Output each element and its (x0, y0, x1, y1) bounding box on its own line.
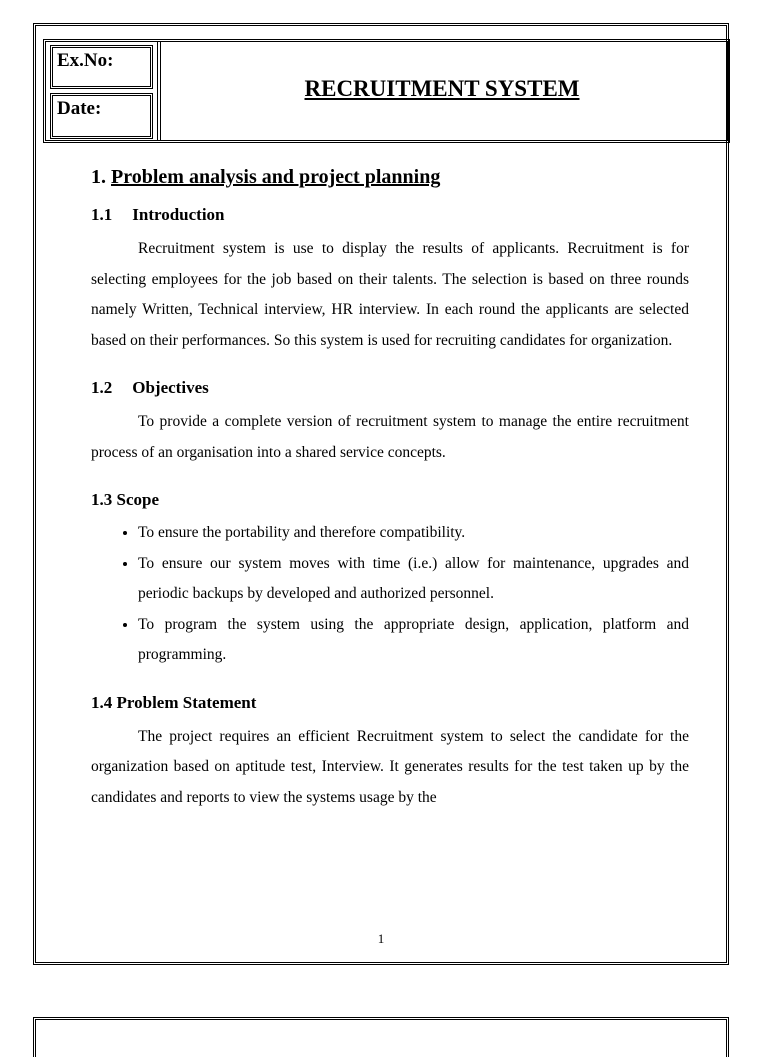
next-page-border (33, 1017, 729, 1057)
section-heading (91, 166, 689, 189)
scope-item: • To program the system using the appropriate design, application, platform and programming. (138, 610, 689, 671)
scope-heading: 1.3 Scope (91, 490, 159, 509)
scope-item: • To ensure our system moves with time (i.e.) allow for maintenance, upgrades and periodic backups by developed and authorized personnel. (138, 549, 689, 610)
problem-heading: 1.4 Problem Statement (91, 692, 257, 712)
document-title: RECRUITMENT SYSTEM (304, 76, 580, 101)
problem-text: The project requires an efficient Recruitment system to select the candidate for the organization based on aptitude test, Interview. It generates results for the test taken up by the candidates and reports to view the systems usage by the (91, 727, 689, 806)
exno-cell (50, 45, 153, 89)
scope-item: • To ensure the portability and therefore compatibility. (138, 518, 689, 549)
scope-list (91, 518, 689, 671)
document-body (91, 151, 689, 813)
introduction-number: 1.1 (91, 205, 113, 224)
objectives-number: 1.2 (91, 378, 113, 397)
section-number: 1. (91, 166, 106, 188)
section-title: Problem analysis and project planning (111, 166, 441, 188)
page-number: 1 (377, 931, 385, 946)
objectives-text: To provide a complete version of recruitment system to manage the entire recruitment process of an organisation into a shared service concepts. (91, 413, 689, 461)
header-table (43, 39, 730, 143)
date-cell (50, 93, 153, 139)
introduction-title: Introduction (132, 205, 225, 224)
objectives-title: Objectives (132, 378, 209, 397)
introduction-text: Recruitment system is use to display the results of applicants. Recruitment is for selecting employees for the job based on their talents. The selection is based on three rounds namely Written, Technical interview, HR interview. In each round the applicants are selected based on their performances. So this system is used for recruiting candidates for organization. (91, 240, 689, 349)
date-label: Date: (57, 98, 102, 119)
exno-label: Ex.No: (57, 50, 114, 71)
objectives-heading (91, 378, 689, 398)
introduction-heading (91, 205, 689, 225)
document-page (33, 23, 729, 965)
